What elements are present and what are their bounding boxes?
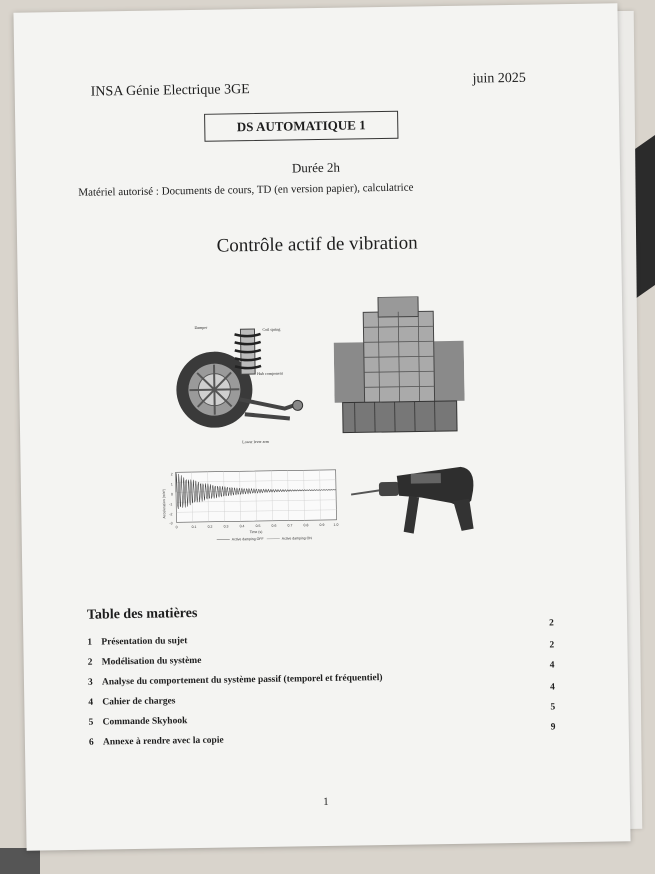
toc-item-label: Analyse du comportement du système passif (temporel et fréquentiel) (101, 673, 383, 688)
toc-item-label: Annexe à rendre avec la copie (102, 735, 224, 748)
label-hub: Hub component (257, 370, 283, 377)
xtick: 0.5 (255, 523, 261, 529)
toc-item-2[interactable] (88, 656, 202, 668)
xtick: 0.4 (239, 524, 245, 529)
xtick: 0.6 (271, 523, 277, 528)
xtick: 0.1 (191, 524, 197, 530)
exam-title-box (204, 111, 398, 142)
building-illustration (333, 296, 465, 438)
toc-page-3: 4 (549, 660, 555, 671)
toc-page-6: 9 (550, 722, 556, 733)
toc-item-number: 4 (88, 697, 94, 708)
exam-title: DS AUTOMATIQUE 1 (236, 117, 366, 135)
toc-item-4[interactable] (88, 696, 175, 707)
toc-item-number: 6 (88, 737, 94, 748)
toc-item-number: 5 (88, 717, 94, 728)
toc-item-6[interactable] (89, 736, 224, 748)
toc-item-3[interactable] (88, 673, 383, 688)
toc-item-5[interactable] (89, 716, 188, 728)
toc-page-4: 4 (550, 682, 555, 693)
background-object-bottom (0, 848, 40, 874)
label-coil-spring: Coil spring (262, 326, 281, 332)
toc-item-number: 3 (87, 677, 93, 688)
exam-page (13, 3, 630, 850)
xtick: 0.2 (207, 524, 213, 529)
toc-page-1: 2 (549, 618, 554, 629)
ytick: 0 (171, 492, 174, 497)
xtick: 0.9 (319, 522, 325, 528)
toc-page-5: 5 (550, 702, 556, 713)
exam-date: juin 2025 (472, 70, 526, 87)
toc-item-label: Modélisation du système (101, 655, 202, 668)
toc-item-1[interactable] (87, 636, 187, 648)
ytick: -1 (169, 502, 173, 507)
allowed-materials: Matériel autorisé : Documents de cours, TD (en version papier), calculatrice (78, 181, 414, 199)
legend-off: Active damping OFF (231, 536, 264, 542)
toc-title: Table des matières (86, 605, 198, 623)
suspension-illustration (168, 313, 320, 445)
plot-ylabel: Acceleration (m/s²) (161, 489, 167, 519)
ytick: 2 (170, 472, 173, 477)
toc-item-number: 1 (87, 637, 93, 648)
drill-illustration (351, 461, 482, 543)
vibration-plot (161, 468, 342, 551)
plot-xlabel: Time (s) (249, 529, 263, 535)
label-damper: Damper (194, 324, 208, 330)
toc-item-label: Cahier de charges (102, 696, 176, 708)
legend-on: Active damping ON (281, 536, 312, 541)
label-lower-arm: Lower lever arm (242, 438, 269, 445)
xtick: 0.3 (223, 524, 229, 529)
xtick: 1.0 (333, 522, 339, 527)
toc-item-label: Présentation du sujet (101, 636, 188, 648)
xtick: 0 (175, 525, 178, 530)
page-number: 1 (323, 795, 329, 809)
ytick: -3 (169, 521, 173, 526)
toc-item-label: Commande Skyhook (102, 716, 188, 728)
toc-item-number: 2 (87, 657, 93, 668)
xtick: 0.7 (287, 523, 293, 528)
duration: Durée 2h (291, 159, 341, 176)
ytick: -2 (169, 512, 173, 517)
main-title: Contrôle actif de vibration (216, 232, 418, 257)
institution: INSA Génie Electrique 3GE (90, 82, 250, 100)
toc-page-2: 2 (549, 640, 555, 651)
ytick: 1 (170, 482, 173, 487)
xtick: 0.8 (303, 523, 309, 528)
